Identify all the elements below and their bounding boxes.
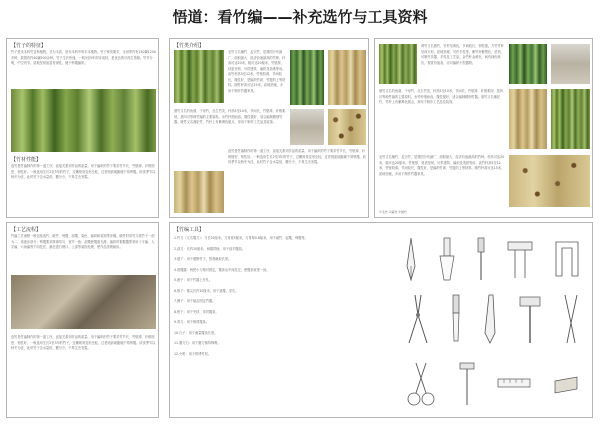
tool-item: 3.锯子：用于锯断竹子，按需截取长度。 [174, 257, 232, 261]
saw-icon [552, 236, 582, 282]
bamboo-photo-11 [551, 89, 590, 149]
pliers-icon [403, 293, 433, 345]
bamboo-photo-7 [379, 44, 417, 84]
split-knife-icon [479, 293, 501, 345]
tools-heading: 【竹编工具】 [174, 227, 205, 233]
drill-icon [457, 359, 477, 409]
ruler-icon [496, 359, 532, 409]
bamboo-photo-12 [509, 155, 590, 207]
process-heading: 【工艺流程】 [11, 227, 42, 233]
tool-item: 4.度篾器：两把小刀相对固定，篾条从中间拉过，使篾条宽度一致。 [174, 267, 270, 272]
bamboo-forest-photo [11, 89, 156, 152]
bamboo-features-heading: 【竹子的特征】 [11, 43, 47, 49]
tool-item: 7.锤子：用于敲击固定竹器。 [174, 299, 216, 303]
hammer-icon [516, 293, 544, 345]
process-panel [6, 222, 159, 418]
tool-item: 9.剪刀：用于修剪篾条。 [174, 320, 209, 324]
bamboo-materials-text: 选竹是竹编制作的第一道工序，直接关系到作品的质量。用于编织的竹子要求竹节长、竹壁薄、纤维细密、韧性好。一般选用生长2至3年的竹子，过嫩则易变形虫蛀，过老则质地脆硬不易劈篾。砍伐季节以秋冬为佳，此时竹子含水量低、糖分少，不易生虫发霉。 [11, 164, 156, 179]
bamboo-photo-6 [174, 171, 224, 213]
bamboo-right-text-2: 慈竹又名钓鱼慈、子母竹，丛生竹类，秆高5至10米，节间长，竹壁薄，纤维柔韧，是四川等地竹编的主要原料。水竹秆细而直，篾性极好，适合编制精细竹器。斑竹又名湘妃竹，竹秆上有紫褐色斑点，常用于制作工艺品及装饰。 [379, 89, 504, 104]
awl-icon [474, 236, 488, 282]
tool-sketches-row-1 [395, 233, 590, 285]
tool-sketches-row-2 [395, 289, 590, 349]
right-photo-caption: ①毛竹 ②慈竹 ③斑竹 [379, 210, 407, 214]
tool-item: 2.刮刀：长约20厘米，两端带柄，用于刮平篾面。 [174, 246, 245, 251]
page-title: 悟道：看竹编——补充选竹与工具资料 [172, 8, 428, 26]
chisel-icon [448, 293, 464, 345]
tool-item: 1.竹刀（又名篾刀）：刀长25厘米，刀身宽5厘米，刀背厚0.8厘米，用于破竹、起篾、劈篾等。 [174, 236, 308, 240]
tool-item: 11.磨刀石：用于磨刀保持锋利。 [174, 341, 221, 345]
tools-panel [169, 222, 593, 418]
tongs-icon [559, 293, 583, 345]
bamboo-photo-1 [174, 50, 224, 103]
bamboo-photo-4 [290, 109, 324, 145]
bamboo-types-heading: 【竹类介绍】 [174, 43, 205, 49]
bamboo-right-text-1: 黄竹又名篙竹，竹秆呈黄色，节间较长，韧性强。方竹竹秆呈四方形，质地坚硬，可作手杖等。紫竹秆紫黑色，坚韧，可制作乐器、手杖及工艺品。金竹秆金黄色，间有绿色纵纹，观赏价值高，亦可编织小型器物。 [421, 44, 504, 65]
tool-sketches-row-3 [395, 355, 590, 413]
bamboo-photo-10 [509, 89, 547, 149]
bamboo-materials-heading: 【竹材性能】 [11, 157, 42, 163]
bamboo-types-extra-text: 选竹是竹编制作的第一道工序，直接关系到作品的质量。用于编织的竹子要求竹节长、竹壁薄、纤维细密、韧性好。一般选用生长2至3年的竹子，过嫩则易变形虫蛀，过老则质地脆硬不易劈篾。砍伐季节以秋冬为佳，此时竹子含水量低、糖分少，不易生虫发霉。 [228, 149, 366, 164]
tools-list [174, 236, 389, 357]
tool-item: 5.凿子：用于竹器上开孔。 [174, 278, 213, 282]
scissors-icon [404, 359, 438, 409]
tool-item: 6.锥子：锥尖长约10厘米，用于挑篾、穿孔。 [174, 288, 239, 293]
bamboo-features-text: 竹子是禾本科竹亚科植物，茎为木质，是禾本科中的木本植物。竹子种类繁多，全世界约有150属1200多种，我国有约40属500余种。竹子生长快速，一般3至5年即可成材，是优良的可再生资源。竹节分明，中空有节，质地坚韧而富有弹性，便于劈篾编织。 [11, 50, 156, 65]
process-text-1: 竹编工艺流程一般包括选竹、破竹、劈篾、刮篾、染色、编织和装饰等步骤。破竹时用竹刀将竹子一剖为二，再逐步剖分；劈篾要求厚薄均匀、宽窄一致；刮篾使篾面光滑；编织时根据器型采用十字编、人字编、六角编等不同技法，最后进行锁口、上漆等装饰处理，使作品美观耐用。 [11, 234, 155, 249]
bamboo-photo-9 [551, 44, 590, 84]
bamboo-types-panel [169, 38, 369, 218]
tool-item: 12.火钳：用于烘烤竹材。 [174, 351, 211, 356]
process-text-2: 选竹是竹编制作的第一道工序，直接关系到作品的质量。用于编织的竹子要求竹节长、竹壁薄、纤维细密、韧性好。一般选用生长2至3年的竹子，过嫩则易变形虫蛀，过老则质地脆硬不易劈篾。砍伐季节以秋冬为佳，此时竹子含水量低、糖分少，不易生虫发霉。 [11, 335, 156, 350]
bamboo-knife-icon [403, 236, 419, 282]
weaving-photo [11, 275, 156, 329]
whetstone-icon [551, 359, 581, 409]
scraper-icon [436, 236, 458, 282]
bamboo-features-panel [6, 38, 159, 218]
bamboo-photo-2 [290, 50, 324, 105]
width-gauge-icon [505, 236, 535, 282]
tool-item: 10.尺子：用于测量篾条长度。 [174, 330, 218, 335]
tool-item: 8.钳子：用于夹持、弯折篾条。 [174, 309, 219, 314]
bamboo-types-text: 毛竹又名楠竹、孟宗竹，是我国分布最广、面积最大、经济价值最高的竹种。秆高可达20米，粗可达20厘米，竹壁厚，材质坚韧，可供建筑、编织及造纸等用。淡竹秆高5至12米，竹壁较薄，节间较长，篾性好，是编织竹席、竹篮的上等材料。刚竹秆高可达15米，质地坚硬，多用于制作竹器家具。 [228, 50, 286, 93]
bamboo-photo-5 [328, 109, 366, 145]
bamboo-photo-8 [509, 44, 547, 84]
bamboo-types-more-text: 慈竹又名钓鱼慈、子母竹，丛生竹类，秆高5至10米，节间长，竹壁薄，纤维柔韧，是四川等地竹编的主要原料。水竹秆细而直，篾性极好，适合编制精细竹器。斑竹又名湘妃竹，竹秆上有紫褐色斑点，常用于制作工艺品及装饰。 [174, 109, 286, 124]
bamboo-right-text-3: 毛竹又名楠竹、孟宗竹，是我国分布最广、面积最大、经济价值最高的竹种。秆高可达20米，粗可达20厘米，竹壁厚，材质坚韧，可供建筑、编织及造纸等用。淡竹秆高5至12米，竹壁较薄，节间较长，篾性好，是编织竹席、竹篮的上等材料。刚竹秆高可达15米，质地坚硬，多用于制作竹器家具。 [379, 155, 505, 176]
bamboo-types-right-panel [374, 38, 593, 218]
bamboo-photo-3 [328, 50, 366, 105]
